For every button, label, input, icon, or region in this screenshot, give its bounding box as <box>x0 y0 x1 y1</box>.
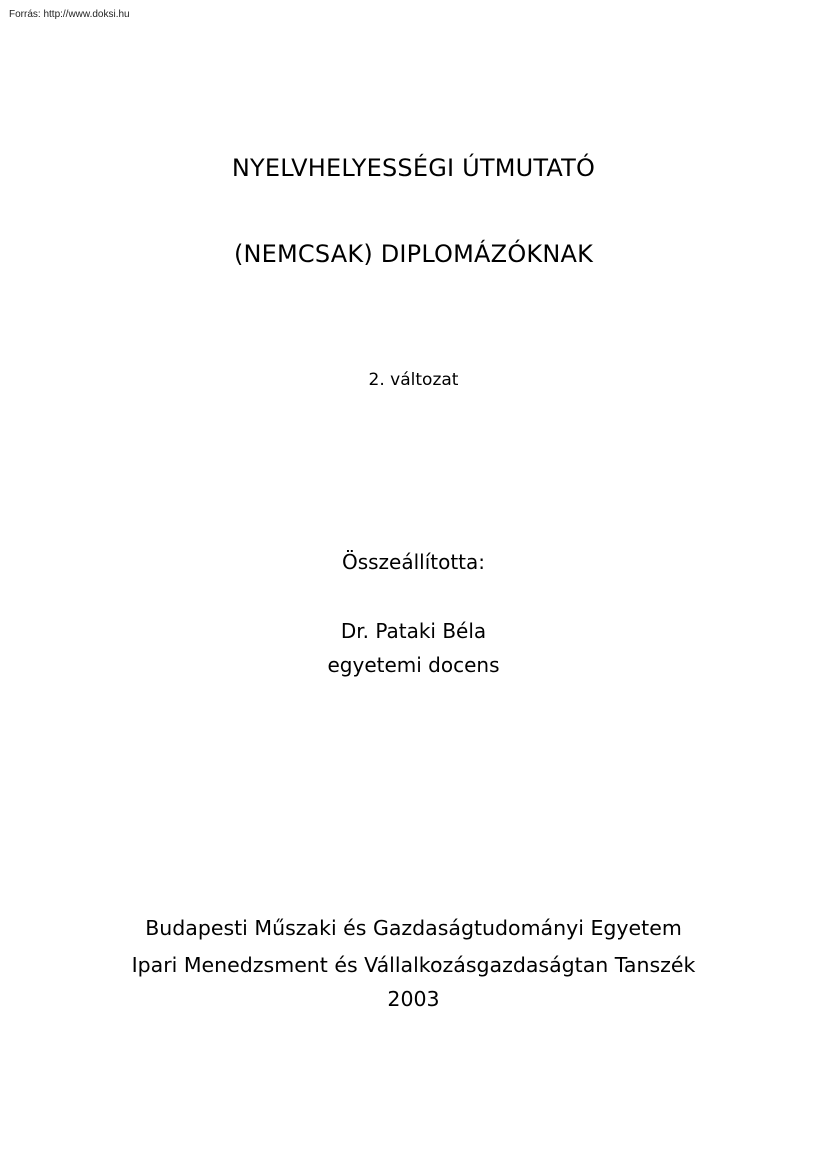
document-title-line-2: (NEMCSAK) DIPLOMÁZÓKNAK <box>233 240 594 268</box>
department-name: Ipari Menedzsment és Vállalkozásgazdaságtan Tanszék <box>131 953 696 977</box>
compiled-by-label: Összeállította: <box>341 550 486 574</box>
university-name: Budapesti Műszaki és Gazdaságtudományi Egyetem <box>145 916 682 940</box>
document-title-line-1: NYELVHELYESSÉGI ÚTMUTATÓ <box>231 154 596 182</box>
version-label: 2. változat <box>368 370 459 390</box>
publication-year: 2003 <box>387 987 440 1011</box>
source-note: Forrás: http://www.doksi.hu <box>9 9 130 20</box>
author-position: egyetemi docens <box>327 653 500 677</box>
author-name: Dr. Pataki Béla <box>340 619 487 643</box>
